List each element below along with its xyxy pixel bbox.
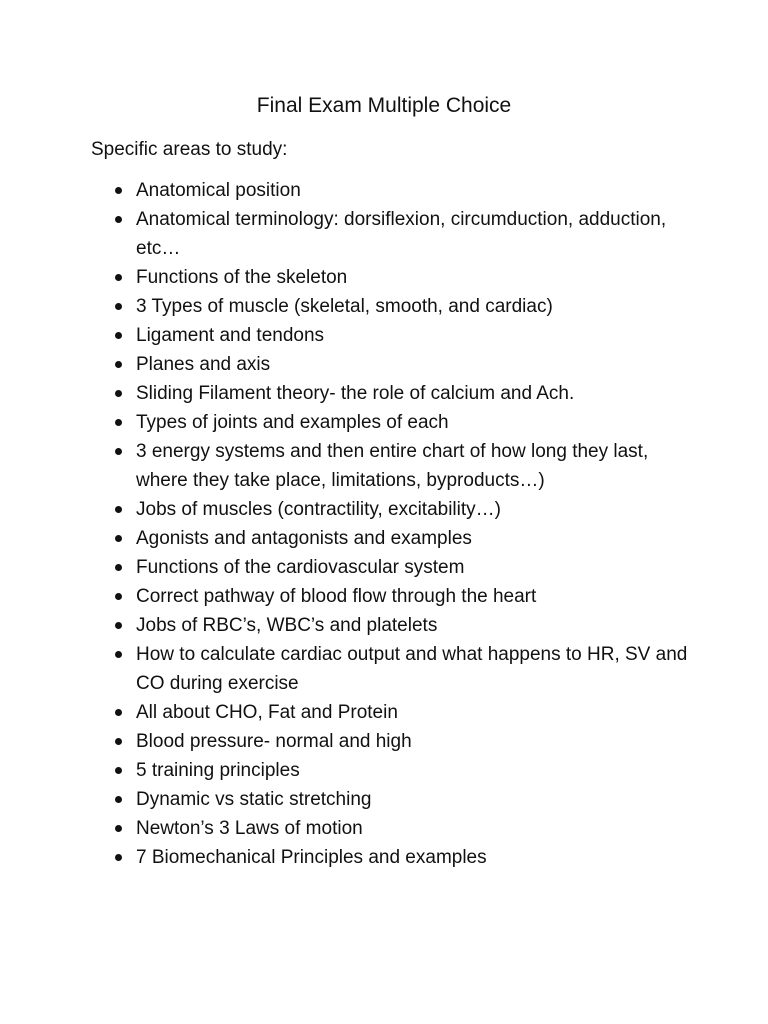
list-item-text: All about CHO, Fat and Protein [136,702,398,723]
bullet-icon [115,796,122,803]
list-item-text: Functions of the cardiovascular system [136,557,465,578]
list-item-text: 3 energy systems and then entire chart of how long they last, where they take place, limitations, byproducts…) [136,441,649,491]
list-item [0,611,768,640]
list-item [0,205,768,263]
bullet-icon [115,303,122,310]
list-item-text: Anatomical terminology: dorsiflexion, circumduction, adduction, etc… [136,209,667,259]
bullet-icon [115,825,122,832]
list-item [0,640,768,698]
list-item [0,756,768,785]
list-item-text: Planes and axis [136,354,271,375]
bullet-icon [115,419,122,426]
list-item-text: Anatomical position [136,180,301,201]
list-item [0,350,768,379]
list-item-text: 5 training principles [136,760,300,781]
page-title: Final Exam Multiple Choice [256,94,512,117]
bullet-icon [115,651,122,658]
list-item [0,814,768,843]
list-item [0,524,768,553]
study-topics-list [0,176,768,872]
bullet-icon [115,332,122,339]
bullet-icon [115,274,122,281]
bullet-icon [115,767,122,774]
bullet-icon [115,506,122,513]
bullet-icon [115,738,122,745]
bullet-icon [115,854,122,861]
list-item-text: Correct pathway of blood flow through the heart [136,586,537,607]
bullet-icon [115,361,122,368]
list-item [0,321,768,350]
bullet-icon [115,593,122,600]
list-item [0,727,768,756]
bullet-icon [115,622,122,629]
list-item [0,843,768,872]
bullet-icon [115,390,122,397]
bullet-icon [115,216,122,223]
list-item [0,379,768,408]
list-item-text: 3 Types of muscle (skeletal, smooth, and cardiac) [136,296,553,317]
bullet-icon [115,535,122,542]
list-item-text: Agonists and antagonists and examples [136,528,472,549]
list-item [0,408,768,437]
list-item-text: Types of joints and examples of each [136,412,449,433]
bullet-icon [115,187,122,194]
bullet-icon [115,448,122,455]
list-item-text: Functions of the skeleton [136,267,348,288]
list-item-text: Dynamic vs static stretching [136,789,372,810]
list-item [0,176,768,205]
list-item-text: How to calculate cardiac output and what happens to HR, SV and CO during exercise [136,644,688,694]
bullet-icon [115,709,122,716]
bullet-icon [115,564,122,571]
list-item-text: Jobs of RBC’s, WBC’s and platelets [136,615,438,636]
section-heading: Specific areas to study: [91,139,288,160]
list-item-text: Newton’s 3 Laws of motion [136,818,363,839]
list-item [0,495,768,524]
list-item [0,785,768,814]
list-item [0,263,768,292]
list-item-text: Ligament and tendons [136,325,325,346]
list-item [0,292,768,321]
list-item-text: 7 Biomechanical Principles and examples [136,847,487,868]
list-item [0,553,768,582]
list-item [0,437,768,495]
list-item [0,698,768,727]
list-item-text: Blood pressure- normal and high [136,731,412,752]
list-item [0,582,768,611]
list-item-text: Jobs of muscles (contractility, excitability…) [136,499,501,520]
list-item-text: Sliding Filament theory- the role of calcium and Ach. [136,383,575,404]
